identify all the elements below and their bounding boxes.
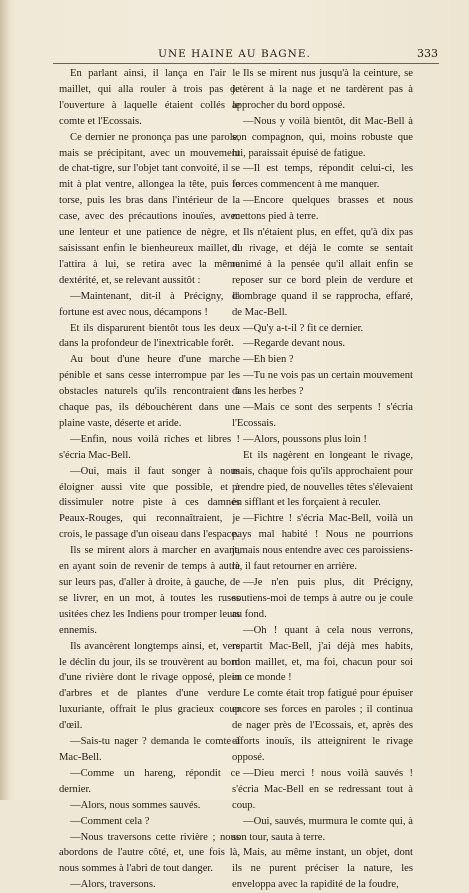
paragraph: Au bout d'une heure d'une marche pénible et sans cesse interrompue par les obstacles naturels qu'ils rencontraient à chaque pas, ils débouchèrent dans une plaine vaste, déserte et aride.	[59, 354, 240, 429]
running-title: UNE HAINE AU BAGNE.	[158, 48, 311, 60]
paragraph: —Nous y voilà bientôt, dit Mac-Bell à son compagnon, qui, moins robuste que lui, paraissait épuisé de fatigue.	[232, 115, 413, 159]
paragraph: —Oui, mais il faut songer à nous éloigner aussi vite que possible, et à dissimuler notre piste à ces damnés Peaux-Rouges, qui reconnaîtraient, je crois, le passage d'un oiseau dans l'espace.	[59, 465, 240, 541]
paragraph: —Eh bien ?	[243, 354, 294, 366]
paragraph: Mais, au même instant, un objet, dont ils ne purent préciser la nature, les enveloppa avec la rapidité de la foudre,	[232, 847, 413, 891]
paragraph: —Nous traversons cette rivière ; nous abordons de l'autre côté, et, une fois là, nous sommes à l'abri de tout danger.	[59, 831, 240, 875]
paragraph: —Alors, traversons.	[70, 879, 156, 891]
page-number: 333	[417, 47, 438, 60]
paragraph: —Comment cela ?	[70, 815, 150, 827]
paragraph: —Il est temps, répondit celui-ci, les forces commencent à me manquer.	[232, 163, 413, 191]
right-column	[232, 66, 413, 891]
paragraph: Ils se mirent alors à marcher en avant, en ayant soin de revenir de temps à autre sur leurs pas, d'aller à droite, à gauche, de se livrer, en un mot, à toutes les ruses usitées chez les Indiens pour tromper leurs ennemis.	[59, 545, 240, 636]
running-head	[0, 47, 469, 61]
paragraph: —Encore quelques brasses et nous mettons pied à terre.	[232, 195, 413, 223]
paragraph: —Je n'en puis plus, dit Précigny, soutiens-moi de temps à autre ou je coule au fond.	[232, 577, 413, 620]
paragraph: —Oh ! quant à cela nous verrons, repartit Mac-Bell, j'ai déjà mes habits, mon maillet, et, ma foi, chacun pour soi en ce monde !	[232, 624, 413, 684]
paragraph: —Mais ce sont des serpents ! s'écria l'Ecossais.	[232, 402, 413, 429]
paragraph: —Regarde devant nous.	[243, 338, 346, 350]
paragraph: —Alors, nous sommes sauvés.	[70, 799, 201, 811]
paragraph: Le comte était trop fatigué pour épuiser encore ses forces en paroles ; il continua de nager près de l'Ecossais, et, après des efforts inouïs, ils atteignirent le rivage opposé.	[232, 688, 413, 763]
paragraph: Et ils nagèrent en longeant le rivage, mais, chaque fois qu'ils approchaient pour prendre pied, de nouvelles têtes s'élevaient en sifflant et les forçaient à reculer.	[232, 449, 413, 509]
paragraph: En parlant ainsi, il lança en l'air le maillet, qui alla rouler à trois pas de l'ouverture à laquelle étaient collés le comte et l'Ecossais.	[59, 68, 240, 127]
paragraph: —Comme un hareng, répondit ce dernier.	[59, 767, 240, 795]
paragraph: —Enfin, nous voilà riches et libres ! s'écria Mac-Bell.	[59, 433, 240, 461]
paragraph: —Oui, sauvés, murmura le comte qui, à son tour, sauta à terre.	[232, 815, 413, 843]
paragraph: Ils avancèrent longtemps ainsi, et, vers le déclin du jour, ils se trouvèrent au bord d'une rivière dont le rivage opposé, plein d'arbres et de plantes d'une verdure luxuriante, offrait le plus gracieux coup d'œil.	[59, 640, 240, 732]
paragraph: Ce dernier ne prononça pas une parole, mais se précipitant, avec un mouvement de chat-tigre, sur l'objet tant convoité, il se mit à plat ventre, allongea la tête, puis le torse, puis les bras dans l'intérieur de la case, avec des précautions inouïes, avec une lenteur et une patience de nègre, et saisissant enfin le bienheureux maillet, il l'attira à lui, se retira avec la même dextérité, et, se relevant aussitôt :	[59, 131, 240, 286]
paragraph: —Maintenant, dit-il à Précigny, la fortune est avec nous, décampons !	[59, 290, 240, 318]
paragraph: —Tu ne vois pas un certain mouvement dans les herbes ?	[232, 370, 413, 398]
paragraph: —Qu'y a-t-il ? fit ce dernier.	[243, 322, 364, 334]
binding-shadow	[0, 0, 10, 800]
paragraph: —Fichtre ! s'écria Mac-Bell, voilà un pays mal habité ! Nous ne pourrions jamais nous entendre avec ces paroissiens-là, il faut retourner en arrière.	[232, 513, 413, 573]
header-rule	[53, 63, 439, 64]
paragraph: Et ils disparurent bientôt tous les deux dans la profondeur de l'inextricable forêt.	[59, 322, 240, 350]
paragraph: —Dieu merci ! nous voilà sauvés ! s'écria Mac-Bell en se redressant tout à coup.	[232, 767, 413, 811]
paragraph: Ils n'étaient plus, en effet, qu'à dix pas du rivage, et déjà le comte se sentait ranimé à la pensée qu'il allait enfin se reposer sur ce bord plein de verdure et d'ombrage quand il se rapprocha, effaré, de Mac-Bell.	[232, 227, 413, 318]
paragraph: —Sais-tu nager ? demanda le comte à Mac-Bell.	[59, 736, 240, 763]
paragraph: Ils se mirent nus jusqu'à la ceinture, se jetèrent à la nage et ne tardèrent pas à approcher du bord opposé.	[232, 68, 413, 111]
paragraph: —Alors, poussons plus loin !	[243, 433, 367, 445]
left-column	[59, 66, 240, 891]
